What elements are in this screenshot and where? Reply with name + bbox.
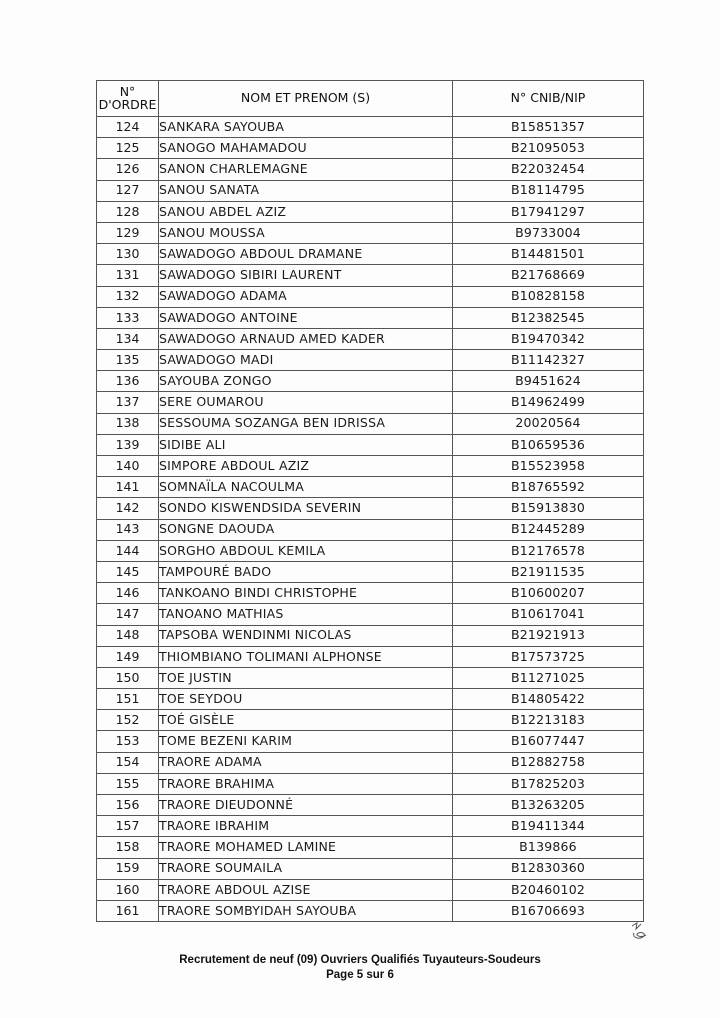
ordre-cell: 155 [97, 773, 159, 794]
table-row [97, 392, 644, 413]
ordre-cell: 130 [97, 244, 159, 265]
table-row [97, 858, 644, 879]
ordre-cell: 127 [97, 180, 159, 201]
cnib-cell: B13263205 [453, 795, 644, 816]
header-nom: NOM ET PRENOM (S) [159, 81, 453, 117]
ordre-cell: 133 [97, 307, 159, 328]
cnib-cell: B15913830 [453, 498, 644, 519]
name-cell: SAWADOGO ABDOUL DRAMANE [159, 244, 453, 265]
cnib-cell: B11271025 [453, 667, 644, 688]
cnib-cell: B18765592 [453, 477, 644, 498]
ordre-cell: 125 [97, 138, 159, 159]
cnib-cell: B17941297 [453, 201, 644, 222]
name-cell: TRAORE SOMBYIDAH SAYOUBA [159, 900, 453, 921]
name-cell: SAWADOGO MADI [159, 350, 453, 371]
footer-title: Recrutement de neuf (09) Ouvriers Qualifiés Tuyauteurs-Soudeurs [179, 954, 541, 966]
cnib-cell: B17825203 [453, 773, 644, 794]
footer-page-number: Page 5 sur 6 [326, 969, 394, 981]
name-cell: SESSOUMA SOZANGA BEN IDRISSA [159, 413, 453, 434]
table-row [97, 498, 644, 519]
name-cell: SIDIBE ALI [159, 434, 453, 455]
ordre-cell: 144 [97, 540, 159, 561]
cnib-cell: B12382545 [453, 307, 644, 328]
name-cell: TAMPOURÉ BADO [159, 561, 453, 582]
table-row [97, 222, 644, 243]
cnib-cell: B20460102 [453, 879, 644, 900]
ordre-cell: 141 [97, 477, 159, 498]
name-cell: SAWADOGO ARNAUD AMED KADER [159, 328, 453, 349]
ordre-cell: 148 [97, 625, 159, 646]
table-row [97, 900, 644, 921]
cnib-cell: B14481501 [453, 244, 644, 265]
name-cell: SAWADOGO SIBIRI LAURENT [159, 265, 453, 286]
ordre-cell: 138 [97, 413, 159, 434]
name-cell: TOE SEYDOU [159, 689, 453, 710]
table-row [97, 434, 644, 455]
table-row [97, 879, 644, 900]
name-cell: TAPSOBA WENDINMI NICOLAS [159, 625, 453, 646]
ordre-cell: 161 [97, 900, 159, 921]
cnib-cell: B12830360 [453, 858, 644, 879]
cnib-cell: B139866 [453, 837, 644, 858]
name-cell: SOMNAÏLA NACOULMA [159, 477, 453, 498]
name-cell: TRAORE ADAMA [159, 752, 453, 773]
table-row [97, 773, 644, 794]
name-cell: SANOU ABDEL AZIZ [159, 201, 453, 222]
name-cell: TANOANO MATHIAS [159, 604, 453, 625]
table-row [97, 646, 644, 667]
ordre-cell: 126 [97, 159, 159, 180]
ordre-cell: 145 [97, 561, 159, 582]
table-row [97, 816, 644, 837]
cnib-cell: B12176578 [453, 540, 644, 561]
table-row [97, 731, 644, 752]
candidates-table [96, 80, 644, 922]
ordre-cell: 135 [97, 350, 159, 371]
ordre-cell: 136 [97, 371, 159, 392]
name-cell: SONDO KISWENDSIDA SEVERIN [159, 498, 453, 519]
cnib-cell: B19470342 [453, 328, 644, 349]
ordre-cell: 143 [97, 519, 159, 540]
cnib-cell: B22032454 [453, 159, 644, 180]
name-cell: TRAORE SOUMAILA [159, 858, 453, 879]
name-cell: TRAORE DIEUDONNÉ [159, 795, 453, 816]
cnib-cell: B21921913 [453, 625, 644, 646]
name-cell: SONGNE DAOUDA [159, 519, 453, 540]
cnib-cell: B12445289 [453, 519, 644, 540]
cnib-cell: B19411344 [453, 816, 644, 837]
table-row [97, 795, 644, 816]
table-row [97, 689, 644, 710]
cnib-cell: B21095053 [453, 138, 644, 159]
table-row [97, 625, 644, 646]
table-row [97, 265, 644, 286]
ordre-cell: 153 [97, 731, 159, 752]
ordre-cell: 147 [97, 604, 159, 625]
name-cell: TANKOANO BINDI CHRISTOPHE [159, 583, 453, 604]
table-row [97, 413, 644, 434]
cnib-cell: B9733004 [453, 222, 644, 243]
ordre-cell: 156 [97, 795, 159, 816]
table-row [97, 307, 644, 328]
header-cnib: N° CNIB/NIP [453, 81, 644, 117]
ordre-cell: 134 [97, 328, 159, 349]
name-cell: TRAORE BRAHIMA [159, 773, 453, 794]
ordre-cell: 140 [97, 456, 159, 477]
name-cell: TOE JUSTIN [159, 667, 453, 688]
name-cell: SIMPORE ABDOUL AZIZ [159, 456, 453, 477]
cnib-cell: B16077447 [453, 731, 644, 752]
table-row [97, 477, 644, 498]
table-row [97, 710, 644, 731]
name-cell: TRAORE ABDOUL AZISE [159, 879, 453, 900]
name-cell: SERE OUMAROU [159, 392, 453, 413]
cnib-cell: B9451624 [453, 371, 644, 392]
name-cell: THIOMBIANO TOLIMANI ALPHONSE [159, 646, 453, 667]
table-row [97, 540, 644, 561]
ordre-cell: 159 [97, 858, 159, 879]
ordre-cell: 154 [97, 752, 159, 773]
ordre-cell: 151 [97, 689, 159, 710]
ordre-cell: 128 [97, 201, 159, 222]
name-cell: SANOU SANATA [159, 180, 453, 201]
cnib-cell: B10617041 [453, 604, 644, 625]
cnib-cell: B14962499 [453, 392, 644, 413]
table-row [97, 180, 644, 201]
table-row [97, 519, 644, 540]
table-row [97, 328, 644, 349]
ordre-cell: 157 [97, 816, 159, 837]
header-ordre-line1: N° [119, 84, 136, 99]
table-body [97, 117, 644, 922]
ordre-cell: 137 [97, 392, 159, 413]
cnib-cell: B12882758 [453, 752, 644, 773]
name-cell: SANKARA SAYOUBA [159, 117, 453, 138]
ordre-cell: 146 [97, 583, 159, 604]
ordre-cell: 129 [97, 222, 159, 243]
table-row [97, 667, 644, 688]
ordre-cell: 158 [97, 837, 159, 858]
table-row [97, 159, 644, 180]
cnib-cell: B10600207 [453, 583, 644, 604]
table-row [97, 117, 644, 138]
table-row [97, 350, 644, 371]
cnib-cell: B21911535 [453, 561, 644, 582]
table-row [97, 456, 644, 477]
ordre-cell: 152 [97, 710, 159, 731]
table-row [97, 561, 644, 582]
ordre-cell: 124 [97, 117, 159, 138]
table-row [97, 604, 644, 625]
table-row [97, 201, 644, 222]
cnib-cell: B18114795 [453, 180, 644, 201]
name-cell: TOÉ GISÈLE [159, 710, 453, 731]
header-ordre-line2: D'ORDRE [98, 96, 157, 112]
table-row [97, 286, 644, 307]
cnib-cell: B10828158 [453, 286, 644, 307]
name-cell: TOME BEZENI KARIM [159, 731, 453, 752]
table-row [97, 837, 644, 858]
name-cell: SAWADOGO ADAMA [159, 286, 453, 307]
cnib-cell: B15523958 [453, 456, 644, 477]
table-row [97, 244, 644, 265]
table-row [97, 752, 644, 773]
name-cell: SAWADOGO ANTOINE [159, 307, 453, 328]
table-row [97, 138, 644, 159]
cnib-cell: B16706693 [453, 900, 644, 921]
table-row [97, 583, 644, 604]
ordre-cell: 139 [97, 434, 159, 455]
cnib-cell: B15851357 [453, 117, 644, 138]
cnib-cell: 20020564 [453, 413, 644, 434]
cnib-cell: B11142327 [453, 350, 644, 371]
ordre-cell: 149 [97, 646, 159, 667]
name-cell: SAYOUBA ZONGO [159, 371, 453, 392]
ordre-cell: 150 [97, 667, 159, 688]
table-header [97, 81, 644, 117]
ordre-cell: 142 [97, 498, 159, 519]
ordre-cell: 132 [97, 286, 159, 307]
ordre-cell: 131 [97, 265, 159, 286]
header-ordre [97, 81, 159, 117]
table-row [97, 371, 644, 392]
name-cell: SANOU MOUSSA [159, 222, 453, 243]
ordre-cell: 160 [97, 879, 159, 900]
name-cell: SANOGO MAHAMADOU [159, 138, 453, 159]
name-cell: TRAORE IBRAHIM [159, 816, 453, 837]
cnib-cell: B12213183 [453, 710, 644, 731]
name-cell: TRAORE MOHAMED LAMINE [159, 837, 453, 858]
handwritten-initials-icon [628, 918, 652, 942]
name-cell: SORGHO ABDOUL KEMILA [159, 540, 453, 561]
cnib-cell: B10659536 [453, 434, 644, 455]
name-cell: SANON CHARLEMAGNE [159, 159, 453, 180]
cnib-cell: B17573725 [453, 646, 644, 667]
cnib-cell: B21768669 [453, 265, 644, 286]
cnib-cell: B14805422 [453, 689, 644, 710]
